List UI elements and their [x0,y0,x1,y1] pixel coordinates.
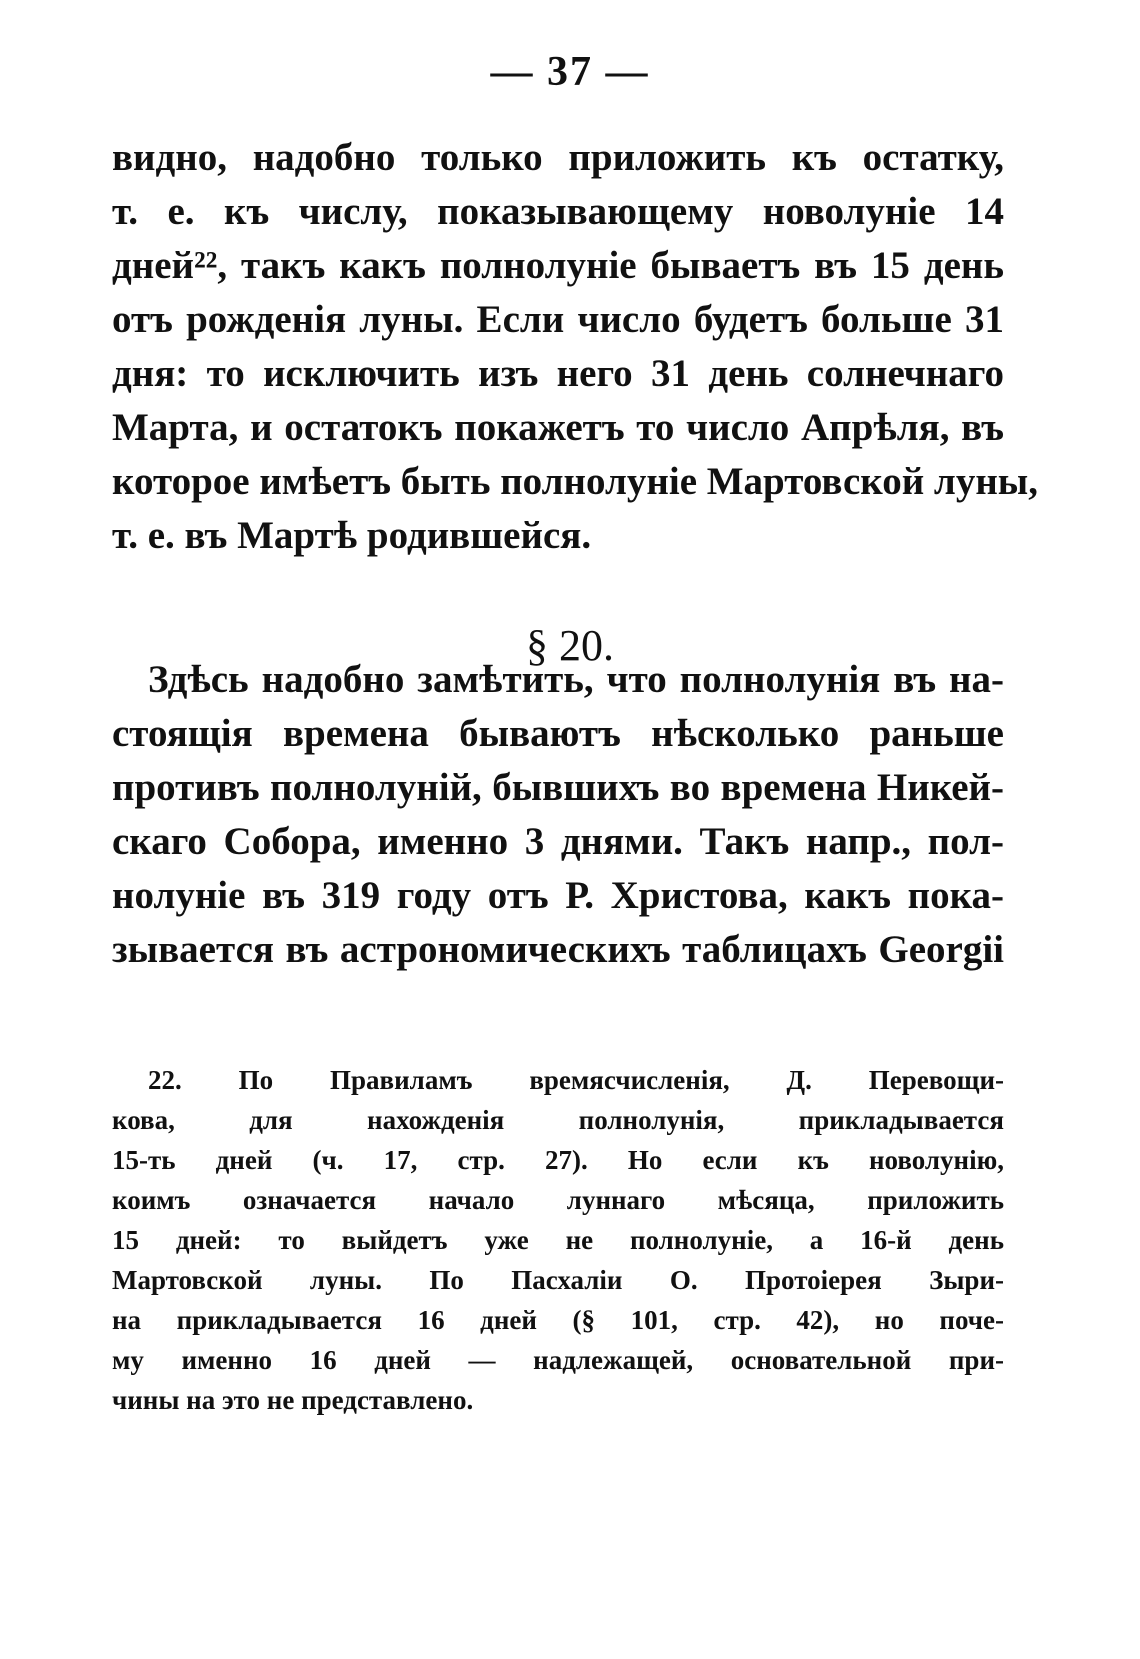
footnote-line: Мартовской луны. По Пасхаліи О. Протоіерея Зыри- [112,1265,1004,1295]
text-line: видно, надобно только приложить къ остатку, [112,136,1004,179]
footnote-line: на прикладывается 16 дней (§ 101, стр. 42), но поче- [112,1305,1004,1335]
footnote-line: кова, для нахожденія полнолунія, прикладывается [112,1105,1004,1135]
text-line: которое имѣетъ быть полнолуніе Мартовской луны, [112,460,1038,503]
footnote-line: му именно 16 дней — надлежащей, основательной при- [112,1345,1004,1375]
section-heading: § 20. [526,621,614,670]
text-line: зывается въ астрономическихъ таблицахъ Georgii [112,928,1004,971]
text-line: дней²², такъ какъ полнолуніе бываетъ въ 15 день [112,244,1004,287]
text-line: стоящія времена бываютъ нѣсколько раньше [112,712,1004,755]
text-line: нолуніе въ 319 году отъ Р. Христова, какъ пока- [112,874,1004,917]
footnote-line: 15 дней: то выйдетъ уже не полнолуніе, а 16-й день [112,1225,1004,1255]
text-line: противъ полнолуній, бывшихъ во времена Никей- [112,766,1004,809]
text-line: Здѣсь надобно замѣтить, что полнолунія въ на- [148,658,1004,701]
text-line: т. е. въ Мартѣ родившейся. [112,514,592,557]
text-line: отъ рожденія луны. Если число будетъ больше 31 [112,298,1004,341]
footnote-line: 22. По Правиламъ времясчисленія, Д. Перевощи- [148,1065,1004,1095]
text-line: Марта, и остатокъ покажетъ то число Апрѣля, въ [112,406,1004,449]
footnote-line: коимъ означается начало луннаго мѣсяца, приложить [112,1185,1004,1215]
page-number: — 37 — [490,49,650,95]
footnote-line: чины на это не представлено. [112,1385,474,1415]
text-line: скаго Собора, именно 3 днями. Такъ напр., пол- [112,820,1004,863]
text-line: т. е. къ числу, показывающему новолуніе 14 [112,190,1004,233]
footnote-line: 15-ть дней (ч. 17, стр. 27). Но если къ новолунію, [112,1145,1004,1175]
text-line: дня: то исключить изъ него 31 день солнечнаго [112,352,1004,395]
